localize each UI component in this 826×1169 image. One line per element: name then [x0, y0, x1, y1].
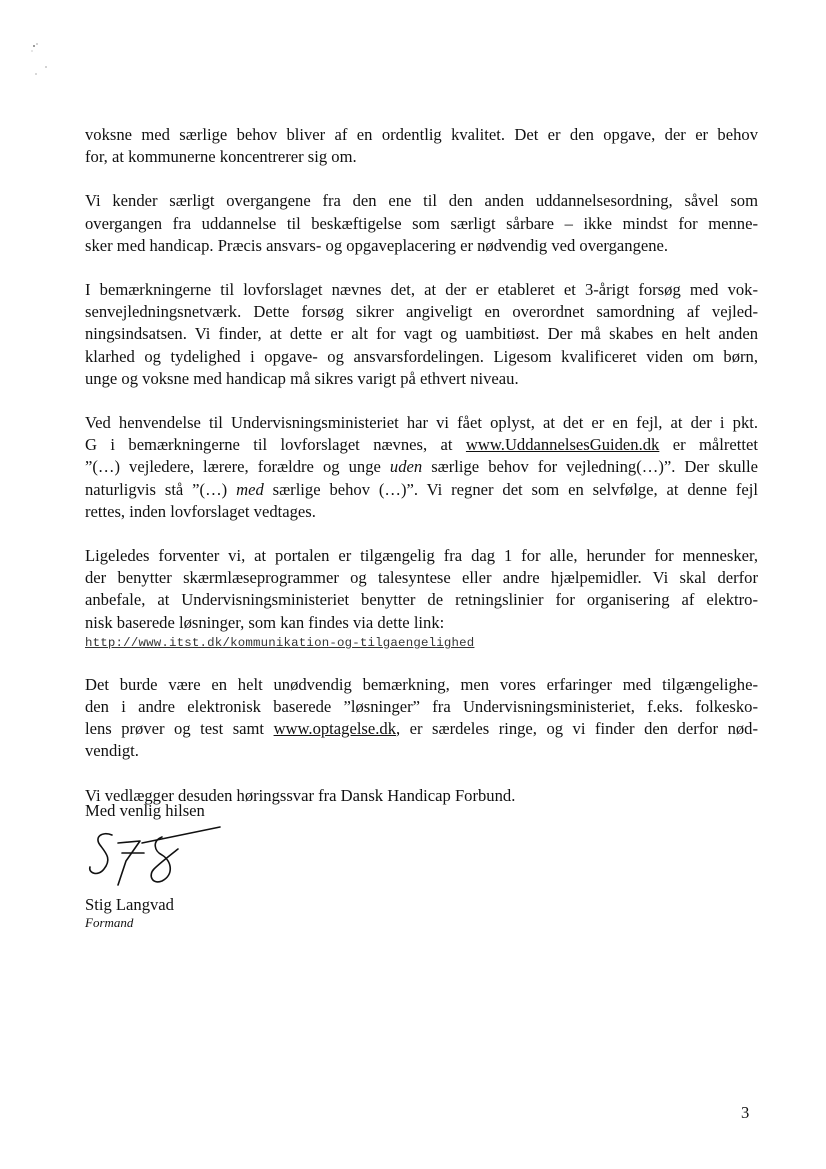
text-line: der benytter skærmlæseprogrammer og talesyntese eller andre hjælpemidler. Vi skal derfor: [85, 568, 758, 588]
text-line: I bemærkningerne til lovforslaget nævnes det, at der er etableret et 3-årigt forsøg med vok-: [85, 280, 758, 300]
text-line: Vi vedlægger desuden høringssvar fra Dansk Handicap Forbund.: [85, 785, 516, 805]
emphasis-med: med: [236, 479, 264, 499]
scan-speck-marks: [28, 40, 58, 80]
text-line: [85, 456, 758, 478]
signer-title: Formand: [85, 915, 134, 930]
uddannelsesguiden-link[interactable]: www.UddannelsesGuiden.dk: [465, 435, 660, 455]
text-line: Ved henvendelse til Undervisningsministeriet har vi fået oplyst, at det er en fejl, at der i pkt.: [85, 413, 758, 433]
paragraph-5: [85, 545, 758, 652]
text-line: senvejledningsnetværk. Dette forsøg sikrer angiveligt en overordnet samordning af vejled-: [85, 302, 758, 322]
text-line: [85, 434, 758, 456]
text-line: [85, 479, 758, 501]
paragraph-1: [85, 124, 758, 168]
text-segment: lens prøver og test samt: [85, 719, 265, 739]
text-segment: G i bemærkningerne til lovforslaget nævnes, at: [85, 435, 453, 455]
text-line: vendigt.: [85, 741, 139, 761]
emphasis-uden: uden: [389, 457, 423, 477]
text-line: [85, 718, 758, 740]
handwritten-signature: [82, 823, 232, 895]
itst-link[interactable]: http://www.itst.dk/kommunikation-og-tilgaengelighed: [85, 635, 475, 650]
text-line: klarhed og tydelighed i opgave- og ansvarsfordelingen. Ligesom kvalificeret viden om børn,: [85, 346, 758, 366]
closing-salutation: Med venlig hilsen: [85, 801, 205, 820]
text-line: Vi kender særligt overgangene fra den ene til den anden uddannelsesordning, såvel som: [85, 191, 758, 211]
paragraph-3: [85, 279, 758, 390]
text-line: den i andre elektronisk baserede ”løsninger” fra Undervisningsministeriet, f.eks. folkesko-: [85, 697, 758, 717]
text-line: overgangen fra uddannelse til beskæftigelse som særligt sårbare – ikke mindst for menne-: [85, 213, 758, 233]
paragraph-2: [85, 190, 758, 257]
text-line: for, at kommunerne koncentrerer sig om.: [85, 147, 357, 167]
text-line: rettes, inden lovforslaget vedtages.: [85, 501, 316, 521]
text-line: sker med handicap. Præcis ansvars- og opgaveplacering er nødvendig ved overgangene.: [85, 235, 669, 255]
text-line: ningsindsatsen. Vi finder, at dette er alt for vagt og uambitiøst. Der må skabes en helt anden: [85, 324, 758, 344]
text-segment: ”(…) vejledere, lærere, forældre og unge: [85, 457, 381, 477]
paragraph-4: [85, 412, 758, 523]
text-segment: , er særdeles ringe, og vi finder den derfor nød-: [396, 719, 759, 739]
text-line: unge og voksne med handicap må sikres varigt på ethvert niveau.: [85, 368, 519, 388]
text-line: nisk baserede løsninger, som kan findes via dette link:: [85, 612, 445, 632]
text-line: Det burde være en helt unødvendig bemærkning, men vores erfaringer med tilgængelighe-: [85, 674, 758, 694]
text-line: Ligeledes forventer vi, at portalen er tilgængelig fra dag 1 for alle, herunder for mennesker,: [85, 546, 758, 566]
text-segment: særlige behov (…)”. Vi regner det som en selvfølge, at denne fejl: [272, 479, 758, 499]
text-line: anbefale, at Undervisningsministeriet benytter de retningslinier for organisering af elektro-: [85, 590, 758, 610]
text-segment: er målrettet: [672, 435, 758, 455]
optagelse-link[interactable]: www.optagelse.dk: [273, 719, 396, 739]
text-line: voksne med særlige behov bliver af en ordentlig kvalitet. Det er den opgave, der er behov: [85, 125, 758, 144]
paragraph-6: [85, 674, 758, 763]
signer-name: Stig Langvad: [85, 895, 174, 914]
text-segment: særlige behov for vejledning(…)”. Der skulle: [431, 457, 758, 477]
letter-body: [85, 124, 758, 829]
text-segment: naturligvis stå ”(…): [85, 479, 228, 499]
page-number: 3: [741, 1103, 750, 1122]
